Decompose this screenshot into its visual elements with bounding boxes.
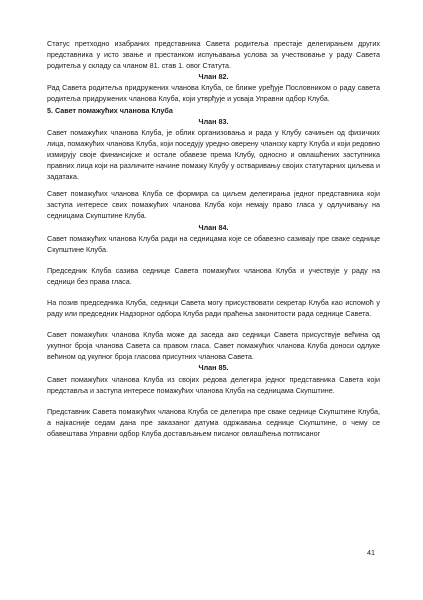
section-5-heading: 5. Савет помажућих чланова Клуба <box>47 105 173 115</box>
article-82-text: Рад Савета родитеља придружених чланова Клуба, се ближе уређује Пословником о раду савета родитеља придружених чланова Клуба, који утврђује и усваја Управни одбор Клуба. <box>47 83 380 104</box>
article-83-heading: Члан 83. <box>198 116 229 126</box>
article-84-paragraph-2: Председник Клуба сазива седнице Савета помажућих чланова Клуба и учествује у раду на седници без права гласа. <box>47 265 380 286</box>
page-content <box>47 38 380 439</box>
page-number: 41 <box>367 548 375 557</box>
article-84-paragraph-1: Савет помажућих чланова Клуба ради на седницама које се обавезно сазивају пре сваке седнице Скупштине Клуба. <box>47 233 380 254</box>
article-84-paragraph-4: Савет помажућих чланова Клуба може да заседа ако седници Савета присуствује већина од укупног броја чланова Савета са правом гласа. Савет помажућих чланова Клуба доноси одлуке већином од укупног броја гласова присутних чланова Савета. <box>47 330 380 362</box>
article-83-paragraph-2: Савет помажућих чланова Клуба се формира са циљем делегирања једног представника који заступа интересе свих помажућих чланова Клуба који немају право гласа у одлучивању на седницама Скупштине Клуба. <box>47 189 380 221</box>
article-85-paragraph-2: Представник Савета помажућих чланова Клуба се делегира пре сваке седнице Скупштине Клуба, а најкасније седам дана пре заказаног датума одржавања седнице Скупштине, о чему се обавештава Управни одбор Клуба достављањем писаног овлашћења потписаног <box>47 406 380 438</box>
article-82-heading: Члан 82. <box>198 72 229 82</box>
article-83-paragraph-1: Савет помажућих чланова Клуба, је облик организовања и рада у Клубу сачињен од физичких лица, помажућих чланова Клуба, који поседују уредно оверену чланску карту Клуба и који редовно измирују своје финансијске и остале обавезе према Клубу, односно и овлашћених заступника правних лица који на различите начине помажу Клубу у остваривању својих статутарних циљева и задатака. <box>47 127 380 182</box>
paragraph-intro: Статус претходно изабраних представника Савета родитеља престаје делегирањем других представника у исто звање и престанком испуњавања услова за учествовање у раду Савета родитеља у складу са чланом 81. став 1. овог Статута. <box>47 39 380 71</box>
article-84-paragraph-3: На позив председника Клуба, седници Савета могу присуствовати секретар Клуба као испомоћ у раду или председник Надзорног одбора Клуба ради праћења законитости рада седнице Савета. <box>47 297 380 319</box>
article-85-paragraph-1: Савет помажућих чланова Клуба из својих редова делегира једног представника Савета који представља и заступа интересе помажућих чланова Клуба на седницама Скупштине. <box>47 374 380 395</box>
article-84-heading: Члан 84. <box>198 222 229 232</box>
article-85-heading: Члан 85. <box>198 363 229 373</box>
